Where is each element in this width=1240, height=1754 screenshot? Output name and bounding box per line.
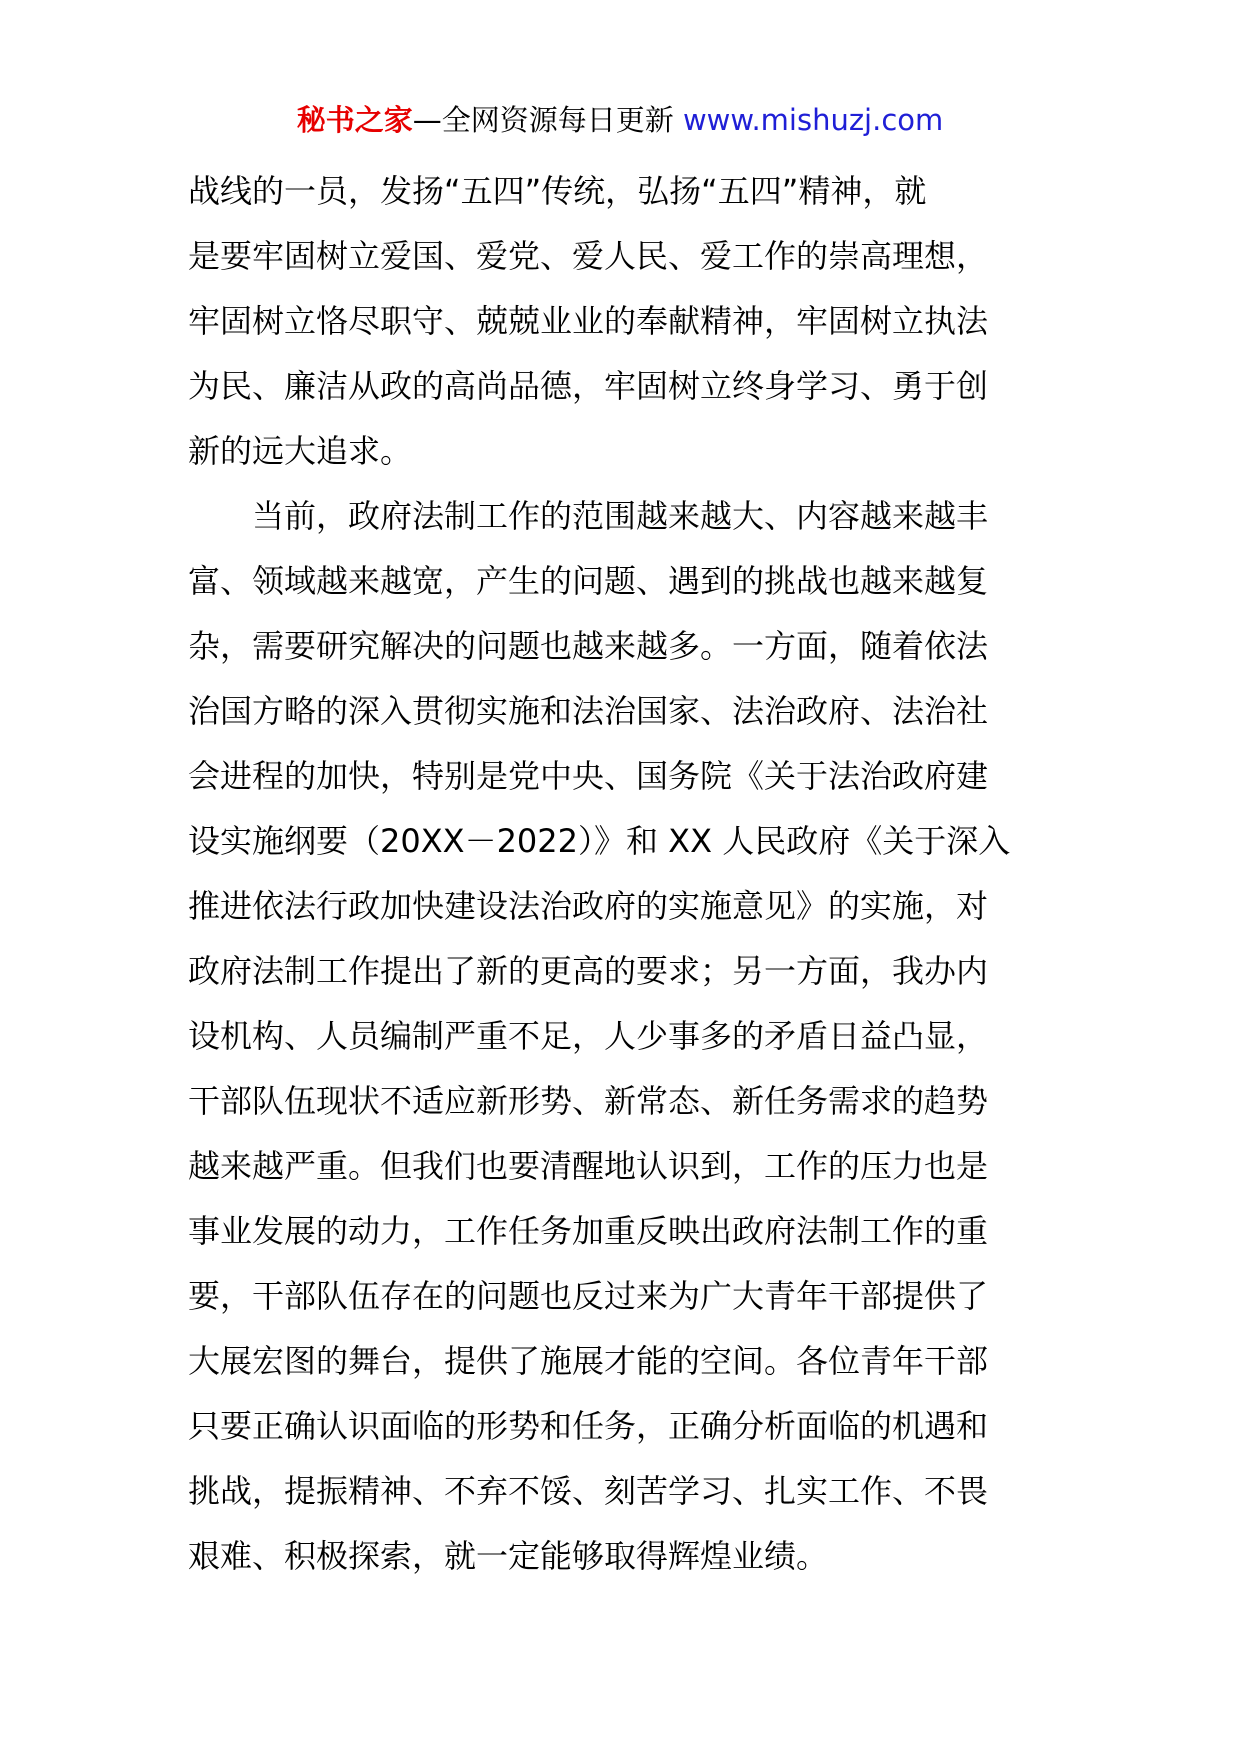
text-line: 只要正确认识面临的形势和任务，正确分析面临的机遇和	[188, 1407, 989, 1445]
text-line: 政府法制工作提出了新的更高的要求；另一方面，我办内	[188, 952, 989, 990]
text-line: 富、领域越来越宽，产生的问题、遇到的挑战也越来越复	[188, 562, 989, 600]
text-line: 牢固树立恪尽职守、兢兢业业的奉献精神，牢固树立执法	[188, 302, 989, 340]
text-line: 设实施纲要（20XX－2022）》和 XX 人民政府《关于深入	[188, 822, 1011, 860]
text-line: 越来越严重。但我们也要清醒地认识到，工作的压力也是	[188, 1147, 989, 1185]
text-line: 事业发展的动力，工作任务加重反映出政府法制工作的重	[188, 1212, 989, 1250]
document-body	[188, 159, 1053, 1589]
text-line: 是要牢固树立爱国、爱党、爱人民、爱工作的崇高理想，	[188, 237, 989, 275]
text-line: 干部队伍现状不适应新形势、新常态、新任务需求的趋势	[188, 1082, 989, 1120]
text-line: 杂，需要研究解决的问题也越来越多。一方面，随着依法	[188, 627, 989, 665]
page-header	[0, 100, 1240, 140]
text-line: 推进依法行政加快建设法治政府的实施意见》的实施，对	[188, 887, 989, 925]
text-line: 新的远大追求。	[188, 432, 413, 470]
text-line: 设机构、人员编制严重不足，人少事多的矛盾日益凸显，	[188, 1017, 989, 1055]
header-brand: 秘书之家	[296, 103, 413, 137]
paragraph-first-line: 当前，政府法制工作的范围越来越大、内容越来越丰	[252, 497, 989, 535]
header-tagline: —全网资源每日更新	[412, 103, 674, 137]
text-line: 为民、廉洁从政的高尚品德，牢固树立终身学习、勇于创	[188, 367, 989, 405]
header-url-link[interactable]: www.mishuzj.com	[682, 103, 944, 137]
text-line: 要，干部队伍存在的问题也反过来为广大青年干部提供了	[188, 1277, 989, 1315]
text-line: 大展宏图的舞台，提供了施展才能的空间。各位青年干部	[188, 1342, 989, 1380]
text-line: 艰难、积极探索，就一定能够取得辉煌业绩。	[188, 1537, 829, 1575]
text-line: 挑战，提振精神、不弃不馁、刻苦学习、扎实工作、不畏	[188, 1472, 989, 1510]
text-line: 战线的一员，发扬“五四”传统，弘扬“五四”精神，就	[188, 172, 927, 210]
text-line: 会进程的加快，特别是党中央、国务院《关于法治政府建	[188, 757, 989, 795]
text-line: 治国方略的深入贯彻实施和法治国家、法治政府、法治社	[188, 692, 989, 730]
